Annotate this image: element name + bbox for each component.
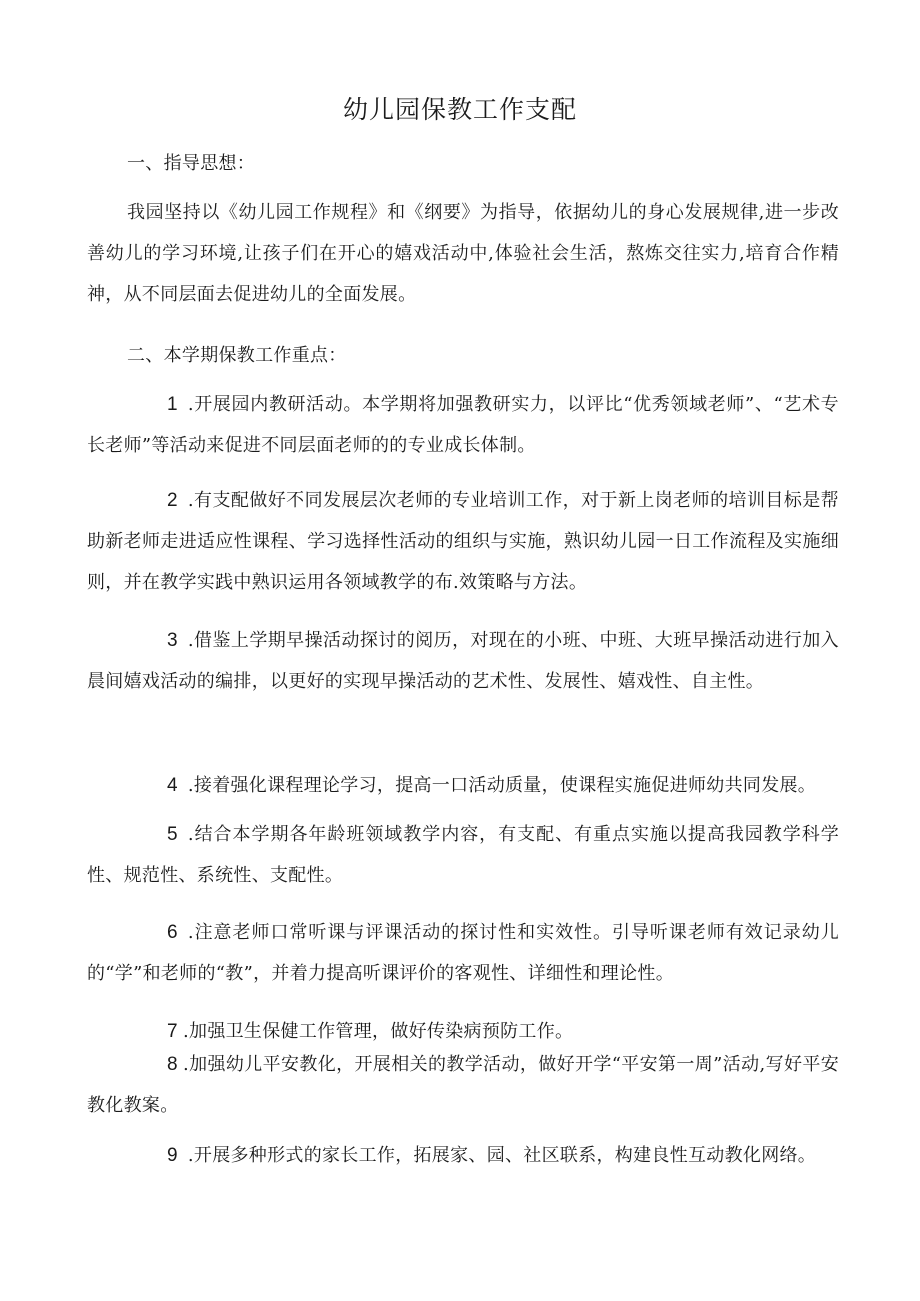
list-item-9 <box>87 1135 839 1176</box>
list-item-text: .加强卫生保健工作管理，做好传染病预防工作。 <box>183 1021 574 1042</box>
list-item-number: 3 <box>167 630 178 651</box>
list-item-text: .接着强化课程理论学习，提高一口活动质量，使课程实施促进师幼共同发展。 <box>187 775 817 796</box>
list-item-text: .开展多种形式的家长工作，拓展家、园、社区联系，构建良性互动教化网络。 <box>187 1145 817 1166</box>
list-item-8 <box>87 1044 839 1126</box>
list-item-5 <box>87 814 839 896</box>
guiding-thought-paragraph: 我园坚持以《幼儿园工作规程》和《纲要》为指导，依据幼儿的身心发展规律,进一步改善幼儿的学习环境,让孩子们在开心的嬉戏活动中,体验社会生活，熬炼交往实力,培育合作精神，从不同层面去促进幼儿的全面发展。 <box>87 202 839 305</box>
list-item-6 <box>87 912 839 994</box>
list-item-text: .开展园内教研活动。本学期将加强教研实力，以评比“优秀领域老师”、“艺术专长老师”等活动来促进不同层面老师的的专业成长体制。 <box>87 394 839 456</box>
section-heading-key-points: 二、本学期保教工作重点： <box>127 345 347 366</box>
list-item-text: .有支配做好不同发展层次老师的专业培训工作，对于新上岗老师的培训目标是帮助新老师走进适应性课程、学习选择性活动的组织与实施，熟识幼儿园一日工作流程及实施细则，并在教学实践中熟识运用各领域教学的布.效策略与方法。 <box>87 490 839 593</box>
list-item-number: 4 <box>167 775 178 796</box>
list-item-1 <box>87 384 839 466</box>
list-item-number: 9 <box>167 1145 178 1166</box>
list-item-number: 6 <box>167 922 178 943</box>
list-item-number: 1 <box>167 394 178 415</box>
list-item-number: 2 <box>167 490 178 511</box>
section-heading-guiding-thought: 一、指导思想： <box>127 153 256 174</box>
list-item-number: 7 <box>167 1021 178 1042</box>
list-item-3 <box>87 620 839 702</box>
list-item-number: 8 <box>167 1054 178 1075</box>
list-item-text: .注意老师口常听课与评课活动的探讨性和实效性。引导听课老师有效记录幼儿的“学”和老师的“教”，并着力提高听课评价的客观性、详细性和理论性。 <box>87 922 839 984</box>
list-item-text: .加强幼儿平安教化，开展相关的教学活动，做好开学“平安第一周”活动,写好平安教化教案。 <box>87 1054 839 1116</box>
document-title: 幼儿园保教工作支配 <box>342 95 577 124</box>
list-item-2 <box>87 480 839 603</box>
list-item-number: 5 <box>167 824 178 845</box>
list-item-4 <box>87 765 839 806</box>
list-item-text: .结合本学期各年龄班领域教学内容，有支配、有重点实施以提高我园教学科学性、规范性、系统性、支配性。 <box>87 824 839 886</box>
list-item-text: .借鉴上学期早操活动探讨的阅历，对现在的小班、中班、大班早操活动进行加入晨间嬉戏活动的编排，以更好的实现早操活动的艺术性、发展性、嬉戏性、自主性。 <box>87 630 839 692</box>
